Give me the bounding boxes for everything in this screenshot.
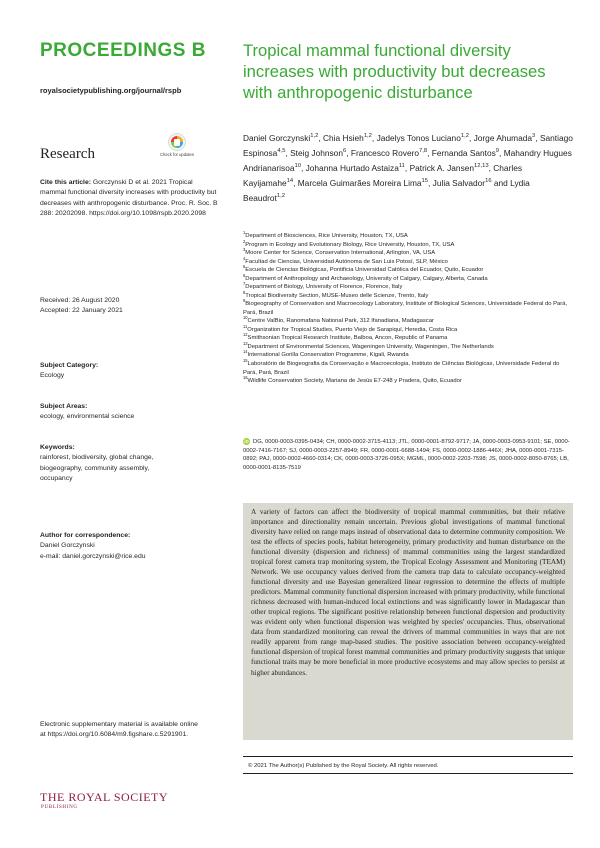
author-name: Patrick A. Jansen$^{12,13}$	[409, 162, 489, 173]
affiliation-number: 4	[243, 255, 246, 261]
affiliation-item	[243, 317, 573, 326]
affiliation-number: 13	[243, 340, 248, 346]
author-affiliation-ref: 15	[421, 177, 429, 184]
keywords-line: occupancy	[40, 474, 73, 482]
author-name: Jorge Ahumada$^3$	[473, 133, 536, 143]
keywords-line: biogeography, community assembly,	[40, 464, 150, 472]
cite-text: Gorczynski D et al. 2021 Tropical mammal functional diversity increases with productivity but decreases with anthropogenic disturbance. Proc. R. Soc. B 288: 20202098. https://doi.org/10.1098/rspb.2020.2098	[40, 179, 218, 217]
affiliation-text: Tropical Biodiversity Section, MUSE-Museo delle Scienze, Trento, Italy	[245, 292, 429, 299]
author-affiliation-ref: 12,13	[474, 163, 489, 170]
affiliation-text: Smithsonian Tropical Research Institute, Balboa, Ancon, Republic of Panama	[247, 335, 448, 342]
journal-url[interactable]: royalsocietypublishing.org/journal/rspb	[40, 86, 182, 95]
author-name: Francesco Rovero$^{7,8}$	[350, 147, 428, 158]
author-affiliation-ref: 7,8	[419, 148, 428, 155]
received-date: Received: 26 August 2020	[40, 297, 120, 304]
affiliation-item	[243, 238, 573, 253]
divider	[243, 756, 573, 757]
affiliation-number: 8	[243, 289, 246, 295]
cite-label: Cite this article:	[40, 179, 91, 186]
subject-areas-value: ecology, environmental science	[40, 413, 135, 421]
orcid-icon: iD	[244, 439, 249, 444]
author-name: Johanna Hurtado Astaiza$^{11}$	[305, 162, 405, 173]
affiliation-number: 10	[243, 315, 248, 321]
affiliation-number: 11	[243, 323, 248, 329]
author-name: Jadelys Tonos Luciano$^{1,2}$	[376, 133, 469, 143]
publisher-logo-sub: PUBLISHING	[41, 805, 78, 810]
orcid-ids: DG, 0000-0003-0395-0434; CH, 0000-0002-3715-4113; JTL, 0000-0001-8792-9717; JA, 0000-0003-0953-9101; SE, 0000-0002-7416-7167; SJ, 0000-0003-2257-8949; FR, 0000-0001-6688-1494; FS, 0000-0002-1886-446X; JHA, 0000-0001-7315-0892; PAJ, 0000-0002-4660-0314; CK, 0000-0003-3726-095X; MGML, 0000-0002-2203-7598; JS, 0000-0002-8050-8765; LB, 0000-0001-8135-7519	[243, 439, 570, 471]
keywords	[40, 443, 218, 484]
author-name: Julia Salvador$^{16}$	[432, 177, 492, 188]
author-affiliation-ref: 9	[495, 148, 500, 155]
affiliation-item	[243, 289, 573, 304]
author-name: Marcela Guimarães Moreira Lima$^{15}$	[297, 177, 429, 188]
subject-category-label: Subject Category:	[40, 362, 99, 369]
author-affiliation-ref: 16	[485, 177, 492, 184]
affiliation-item	[243, 255, 573, 270]
author-affiliation-ref: 1,2	[460, 133, 469, 140]
copyright: © 2021 The Author(s) Published by the Royal Society. All rights reserved.	[248, 763, 439, 769]
affiliation-text: Department of Biology, University of Florence, Florence, Italy	[245, 284, 403, 291]
author-affiliation-ref: 11	[398, 163, 405, 170]
author-affiliation-ref: 3	[532, 133, 536, 140]
subject-areas-label: Subject Areas:	[40, 403, 88, 410]
author-name: Chia Hsieh$^{1,2}$	[323, 133, 372, 143]
accepted-date: Accepted: 22 January 2021	[40, 307, 123, 315]
check-for-updates-label: Check for updates	[160, 152, 194, 157]
check-for-updates-badge[interactable]	[160, 133, 194, 158]
author-name: Fernanda Santos$^9$	[431, 147, 500, 158]
author-list: Daniel Gorczynski$^{1,2}$, Chia Hsieh$^{1,2}$, Jadelys Tonos Luciano$^{1,2}$, Jorge Ahumada$^3$, Santiago Espinosa$^{4,5}$, Steig Johnson$^6$, Francesco Rovero$^{7,8}$, Fernanda Santos$^9$, Mahandry Hugues Andrianarisoa$^{10}$, Johanna Hurtado Astaiza$^{11}$, Patrick A. Jansen$^{12,13}$, Charles Kayijamahe$^{14}$, Marcela Guimarães Moreira Lima$^{15}$, Julia Salvador$^{16}$ and Lydia Beaudrot$^{1,2}$	[243, 133, 573, 203]
affiliation-item	[243, 340, 573, 352]
affiliation-number: 3	[243, 247, 246, 253]
affiliation-text: Wildlife Conservation Society, Mariana de Jesús E7-248 y Pradera, Quito, Ecuador	[247, 378, 462, 385]
affiliation-text: Program in Ecology and Evolutionary Biology, Rice University, Houston, TX, USA	[245, 241, 455, 248]
supplementary-note: Electronic supplementary material is available online at https://doi.org/10.6084/m9.figshare.c.5291901.	[40, 721, 198, 739]
author-name: Charles Kayijamahe$^{14}$	[243, 162, 523, 188]
affiliation-text: Department of Biosciences, Rice University, Houston, TX, USA	[245, 233, 408, 239]
section-label: Research	[40, 146, 95, 162]
orcid-block	[243, 438, 573, 472]
affiliation-item	[243, 266, 573, 275]
affiliation-item	[243, 360, 573, 377]
affiliation-number: 14	[243, 349, 248, 355]
publisher-logo: THE ROYAL SOCIETY	[40, 790, 169, 804]
affiliation-item	[243, 351, 573, 360]
affiliation-list	[243, 232, 573, 386]
correspondence-label: Author for correspondence:	[40, 532, 131, 539]
citation-block	[40, 178, 218, 219]
affiliation-item	[243, 300, 573, 317]
affiliation-text: Organization for Tropical Studies, Puerto Viejo de Sarapiquí, Heredia, Costa Rica	[247, 326, 458, 333]
correspondence	[40, 531, 218, 562]
correspondence-email[interactable]: e-mail: daniel.gorczynski@rice.edu	[40, 552, 146, 560]
check-for-updates-icon	[168, 133, 186, 153]
author-affiliation-ref: 10	[294, 163, 301, 170]
affiliation-number: 7	[243, 281, 246, 287]
author-affiliation-ref: 1,2	[276, 192, 285, 199]
affiliation-text: Escuela de Ciencias Biológicas, Pontificia Universidad Católica del Ecuador, Quito, Ecuador	[245, 267, 484, 274]
author-affiliation-ref: 4,5	[277, 148, 286, 155]
affiliation-item	[243, 323, 573, 338]
subject-category-value: Ecology	[40, 372, 65, 380]
affiliation-text: Facultad de Ciencias, Universidad Autónoma de San Luis Potosí, SLP, México	[245, 258, 448, 265]
affiliation-number: 9	[243, 298, 246, 304]
affiliation-text: Biogeography of Conservation and Macroecology Laboratory, Institute of Biological Sciences, Universidade Federal do Pará, Pará, Brazil	[243, 301, 568, 316]
author-name: Mahandry Hugues Andrianarisoa$^{10}$	[243, 147, 572, 173]
affiliation-number: 12	[243, 332, 248, 338]
affiliation-text: Department of Anthropology and Archaeology, University of Calgary, Calgary, Alberta, Canada	[245, 275, 488, 282]
author-name: Steig Johnson$^6$	[290, 147, 347, 158]
affiliation-number: 5	[243, 264, 246, 270]
affiliation-item	[243, 283, 573, 292]
author-and: and	[493, 177, 508, 188]
affiliation-number: 6	[243, 272, 246, 278]
journal-name: PROCEEDINGS B	[40, 40, 206, 61]
affiliation-item	[243, 232, 573, 241]
author-affiliation-ref: 6	[342, 148, 347, 155]
author-name: Lydia Beaudrot$^{1,2}$	[243, 177, 530, 203]
author-affiliation-ref: 14	[286, 177, 294, 184]
author-affiliation-ref: 1,2	[363, 133, 372, 140]
affiliation-text: Moore Center for Science, Conservation International, Arlington, VA, USA	[245, 250, 436, 257]
affiliation-item	[243, 249, 573, 258]
affiliation-number: 1	[243, 230, 246, 236]
affiliation-item	[243, 377, 573, 386]
affiliation-number: 16	[243, 375, 248, 381]
affiliation-text: Department of Environmental Sciences, Wageningen University, Wageningen, The Netherlands	[247, 343, 494, 350]
dates-block	[40, 296, 218, 317]
affiliation-text: International Gorilla Conservation Programme, Kigali, Rwanda	[247, 352, 409, 359]
affiliation-item	[243, 334, 573, 343]
subject-areas	[40, 402, 218, 423]
article-title: Tropical mammal functional diversity increases with productivity but decreases with anthropogenic disturbance	[243, 41, 546, 103]
affiliation-text: Centre ValBio, Ranomafana National Park, 312 Ifanadiana, Madagascar	[247, 318, 434, 325]
affiliation-number: 15	[243, 358, 248, 364]
keywords-line: rainforest, biodiversity, global change,	[40, 454, 154, 462]
author-name: Daniel Gorczynski$^{1,2}$	[243, 133, 319, 143]
divider	[243, 773, 573, 774]
affiliation-text: Laboratório de Biogeografia da Conservação e Macroecologia, Instituto de Ciências Biológicas, Universidade Federal do Pará, Pará, Brazil	[243, 360, 560, 376]
correspondence-name: Daniel Gorczynski	[40, 542, 95, 550]
subject-category	[40, 361, 218, 382]
affiliation-item	[243, 272, 573, 287]
abstract-text: A variety of factors can affect the biodiversity of tropical mammal communities, but their relative importance and directionality remain uncertain. Previous global investigations of mammal functional diversity have relied on range maps instead of observational data to determine community composition. We test the effects of species pools, habitat heterogeneity, primary productivity and human disturbance on the functional diversity (dispersion and richness) of mammal communities using the largest standardized tropical forest camera trap monitoring system, the Tropical Ecology Assessment and Monitoring (TEAM) Network. We use occupancy values derived from the camera trap data to calculate occupancy-weighted functional diversity and use Bayesian generalized linear regression to determine the effects of multiple predictors. Mammal community functional dispersion increased with primary productivity, while functional richness decreased with human-induced local extinctions and was significantly lower in Madagascar than other tropical regions. The significant positive relationship between functional dispersion and productivity was evident only when functional dispersion was weighted by species' occupancies. Thus, observational data from standardized monitoring can reveal the drivers of mammal communities in ways that are not readily apparent from range map-based studies. The positive association between occupancy-weighted functional dispersion of tropical forest mammal communities and primary productivity suggests that unique functional traits may be more beneficial in more productive ecosystems and may allow species to persist at higher abundances.	[251, 508, 565, 677]
abstract-box	[243, 503, 573, 740]
author-name: Santiago Espinosa$^{4,5}$	[243, 133, 573, 158]
affiliation-number: 2	[243, 238, 246, 244]
author-affiliation-ref: 1,2	[310, 133, 319, 140]
keywords-label: Keywords:	[40, 444, 75, 451]
